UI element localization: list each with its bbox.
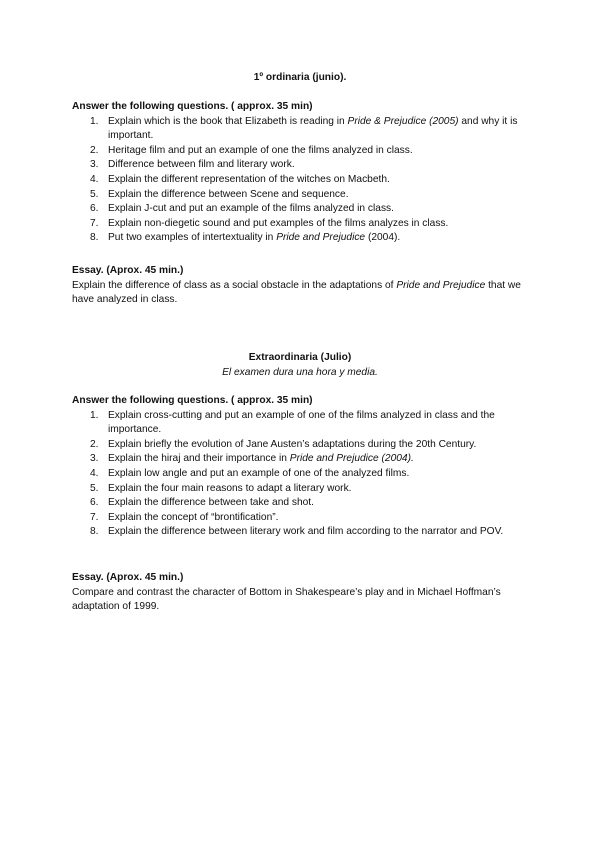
part1-essay-text: Explain the difference of class as a social obstacle in the adaptations of Pride and Prejudice that we have analyzed in class. <box>72 279 521 306</box>
list-item: 8. Put two examples of intertextuality in Pride and Prejudice (2004). <box>90 232 401 244</box>
part2-title-block <box>72 351 528 380</box>
part2-questions-section <box>72 394 528 540</box>
part2-subtitle: El examen dura una hora y media. <box>222 366 378 378</box>
part2-essay-section <box>72 571 528 615</box>
list-item: 1. Explain which is the book that Elizabeth is reading in Pride & Prejudice (2005) and why it is important. <box>90 115 518 142</box>
list-item: 4. Explain low angle and put an example of one of the analyzed films. <box>90 467 410 479</box>
list-item: 7. Explain the concept of “brontification”. <box>90 511 279 523</box>
list-item: 3. Explain the hiraj and their importance in Pride and Prejudice (2004). <box>90 453 414 465</box>
part1-title-block <box>72 71 528 86</box>
part2-question-list <box>72 409 528 540</box>
list-item: 4. Explain the different representation of the witches on Macbeth. <box>90 173 390 185</box>
list-item: 2. Explain briefly the evolution of Jane Austen’s adaptations during the 20th Century. <box>90 438 477 450</box>
part1-questions-heading: Answer the following questions. ( approx. 35 min) <box>72 101 313 112</box>
list-item: 5. Explain the four main reasons to adapt a literary work. <box>90 482 352 494</box>
part1-title: 1º ordinaria (junio). <box>253 72 347 83</box>
part2-essay-text: Compare and contrast the character of Bottom in Shakespeare’s play and in Michael Hoffman’s adaptation of 1999. <box>72 586 501 613</box>
list-item: 1. Explain cross-cutting and put an example of one of the films analyzed in class and the importance. <box>90 409 495 436</box>
part2-questions-heading: Answer the following questions. ( approx. 35 min) <box>72 395 313 406</box>
list-item: 6. Explain the difference between take and shot. <box>90 497 314 509</box>
part1-essay-heading: Essay. (Aprox. 45 min.) <box>72 265 184 276</box>
part1-question-list <box>72 115 528 246</box>
part1-essay-section <box>72 264 528 308</box>
part2-title: Extraordinaria (Julio) <box>248 352 352 363</box>
list-item: 7. Explain non-diegetic sound and put examples of the films analyzes in class. <box>90 217 449 229</box>
list-item: 2. Heritage film and put an example of one the films analyzed in class. <box>90 144 413 156</box>
part1-questions-section <box>72 100 528 246</box>
list-item: 8. Explain the difference between literary work and film according to the narrator and POV. <box>90 526 504 538</box>
list-item: 6. Explain J-cut and put an example of the films analyzed in class. <box>90 203 394 215</box>
list-item: 5. Explain the difference between Scene and sequence. <box>90 188 349 200</box>
part2-essay-heading: Essay. (Aprox. 45 min.) <box>72 572 184 583</box>
list-item: 3. Difference between film and literary work. <box>90 159 295 171</box>
